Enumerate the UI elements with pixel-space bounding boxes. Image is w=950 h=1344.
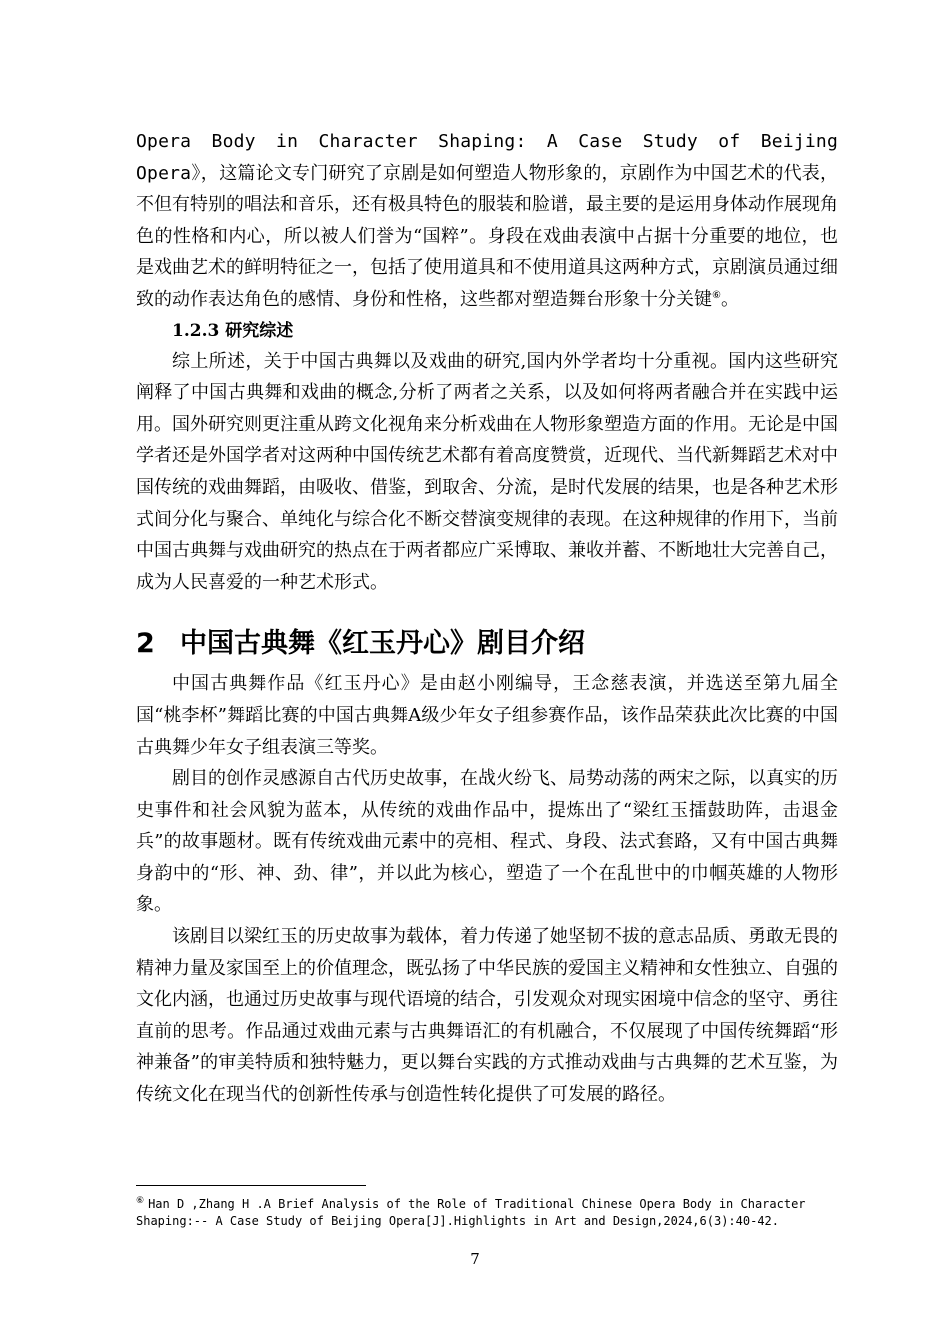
chapter-title: 中国古典舞《红玉丹心》剧目介绍 [180, 628, 585, 660]
footnote [136, 1196, 838, 1230]
paragraph-summary: 综上所述，关于中国古典舞以及戏曲的研究,国内外学者均十分重视。国内这些研究阐释了中国古典舞和戏曲的概念,分析了两者之关系，以及如何将两者融合并在实践中运用。国外研究则更注重从跨文化视角来分析戏曲在人物形象塑造方面的作用。无论是中国学者还是外国学者对这两种中国传统艺术都有着高度赞赏，近现代、当代新舞蹈艺术对中国传统的戏曲舞蹈，由吸收、借鉴，到取舍、分流，是时代发展的结果，也是各种艺术形式间分化与聚合、单纯化与综合化不断交替演变规律的表现。在这种规律的作用下，当前中国古典舞与戏曲研究的热点在于两者都应广采博取、兼收并蓄、不断地壮大完善自己，成为人民喜爱的一种艺术形式。 [136, 350, 838, 593]
paragraph-intro: 中国古典舞作品《红玉丹心》是由赵小刚编导，王念慈表演，并选送至第九届全国“桃李杯”舞蹈比赛的中国古典舞A级少年女子组参赛作品，该作品荣获此次比赛的中国古典舞少年女子组表演三等奖。 [136, 673, 838, 758]
paragraph-inspiration: 剧目的创作灵感源自古代历史故事，在战火纷飞、局势动荡的两宋之际，以真实的历史事件和社会风貌为蓝本，从传统的戏曲作品中，提炼出了“梁红玉擂鼓助阵，击退金兵”的故事题材。既有传统戏曲元素中的亮相、程式、身段、法式套路，又有中国古典舞身韵中的“形、神、劲、律”，并以此为核心，塑造了一个在乱世中的巾帼英雄的人物形象。 [136, 768, 838, 916]
page-number: 7 [470, 1250, 480, 1268]
footnote-reference[interactable]: ⑥ [712, 289, 721, 301]
section-heading-1-2-3: 1.2.3 研究综述 [172, 320, 294, 341]
chapter-number: 2 [136, 628, 155, 660]
footnote-mark: ⑥ [136, 1196, 145, 1206]
paragraph-end: 。 [720, 288, 739, 310]
citation-title-fragment: Opera Body in Character Shaping: A Case Study of Beijing Opera》， [136, 131, 838, 184]
page-body [136, 126, 838, 1111]
paragraph-text: 这篇论文专门研究了京剧是如何塑造人物形象的，京剧作为中国艺术的代表，不但有特别的唱法和音乐，还有极具特色的服装和脸谱，最主要的是运用身体动作展现角色的性格和内心，所以被人们誉为“国粹”。身段在戏曲表演中占据十分重要的地位，也是戏曲艺术的鲜明特征之一，包括了使用道具和不使用道具这两种方式，京剧演员通过细致的动作表达角色的感情、身份和性格，这些都对塑造舞台形象十分关键 [136, 162, 838, 310]
footnote-divider [136, 1185, 366, 1186]
chapter-heading [136, 622, 838, 666]
paragraph-continued [136, 126, 838, 316]
paragraph-theme: 该剧目以梁红玉的历史故事为载体，着力传递了她坚韧不拔的意志品质、勇敢无畏的精神力量及家国至上的价值理念，既弘扬了中华民族的爱国主义精神和女性独立、自强的文化内涵，也通过历史故事与现代语境的结合，引发观众对现实困境中信念的坚守、勇往直前的思考。作品通过戏曲元素与古典舞语汇的有机融合，不仅展现了中国传统舞蹈“形神兼备”的审美特质和独特魅力，更以舞台实践的方式推动戏曲与古典舞的艺术互鉴，为传统文化在现当代的创新性传承与创造性转化提供了可发展的路径。 [136, 926, 838, 1106]
footnote-text: Han D ,Zhang H .A Brief Analysis of the Role of Traditional Chinese Opera Body in Character Shaping:-- A Case Study of Beijing Opera[J].Highlights in Art and Design,2024,6(3):40-42. [136, 1197, 806, 1228]
